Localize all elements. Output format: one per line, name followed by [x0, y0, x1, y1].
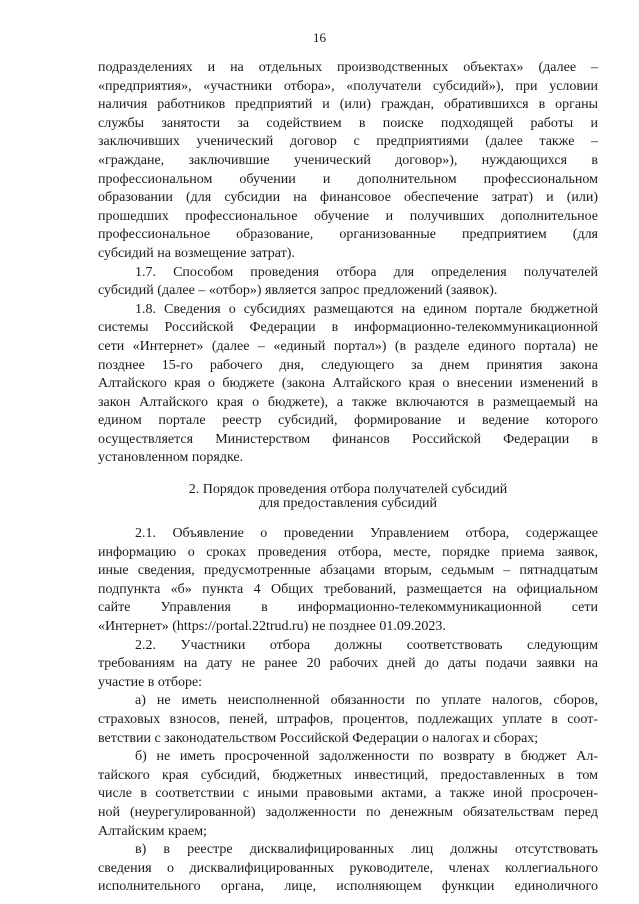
text-line: осуществляется Министерством финансов Российской Федерации в: [98, 431, 598, 447]
text-line: субсидий (далее – «отбор») является запрос предложений (заявок).: [98, 283, 498, 299]
text-line: образовании (для субсидии на финансовое обеспечение затрат) и (или): [98, 190, 598, 206]
text-line: иные сведения, предусмотренные абзацами вторым, седьмым – пятнадцатым: [98, 563, 598, 579]
paragraph-2-2: [98, 637, 598, 693]
text-line: Алтайским краем;: [98, 823, 207, 839]
text-line: 1.8. Сведения о субсидиях размещаются на едином портале бюджетной: [135, 301, 598, 317]
section-spacer: [98, 511, 598, 525]
text-line: информацию о сроках проведения отбора, месте, порядке приема заявок,: [98, 544, 598, 560]
list-item-b: [98, 748, 598, 841]
text-line: сведения о дисквалифицированных руководителе, членах коллегиального: [98, 860, 598, 876]
page-number: 16: [313, 30, 326, 45]
text-line: ной (неурегулированной) задолженности по денежным обязательствам перед: [98, 804, 598, 820]
text-line: прошедших профессиональное обучение и получивших дополнительное: [98, 208, 598, 224]
text-line: сайте Управления в информационно-телекоммуникационной сети: [98, 600, 598, 616]
text-line: подразделениях и на отдельных производственных объектах» (далее –: [98, 60, 598, 75]
text-line: числе в соответствии с иными правовыми актами, а также иной просрочен-: [98, 786, 598, 802]
document-body: [98, 59, 598, 897]
text-line: заключивших ученический договор с предприятиями (далее также –: [98, 134, 598, 150]
paragraph-1-6-continuation: [98, 59, 598, 264]
text-line: едином портале реестр субсидий, формирование и ведение которого: [98, 413, 598, 429]
text-line: «Интернет» (https://portal.22trud.ru) не позднее 01.09.2023.: [98, 619, 446, 635]
text-line: службы занятости за содействием в поиске подходящей работы и: [98, 115, 598, 131]
text-line: 2.1. Объявление о проведении Управлением отбора, содержащее: [135, 526, 598, 542]
heading-line: 2. Порядок проведения отбора получателей субсидий: [188, 483, 508, 498]
text-line: страховых взносов, пеней, штрафов, процентов, подлежащих уплате в соот-: [98, 712, 598, 727]
text-line: исполнительного органа, лице, исполняющем функции единоличного: [98, 879, 598, 895]
text-line: системы Российской Федерации в информационно-телекоммуникационной: [98, 320, 598, 336]
text-line: установленном порядке.: [98, 450, 244, 466]
text-line: субсидий на возмещение затрат).: [98, 245, 295, 261]
text-line: профессиональном обучении и дополнительном профессиональном: [98, 171, 598, 187]
text-line: ветствии с законодательством Российской Федерации о налогах и сборах;: [98, 730, 539, 746]
text-line: 1.7. Способом проведения отбора для определения получателей: [135, 264, 598, 280]
paragraph-1-8: [98, 301, 598, 468]
list-item-v: [98, 841, 598, 897]
text-line: требованиям на дату не ранее 20 рабочих дней до даты подачи заявки на: [98, 656, 598, 672]
text-line: 2.2. Участники отбора должны соответствовать следующим: [135, 637, 598, 653]
text-line: наличия работников предприятий и (или) граждан, обратившихся в органы: [98, 97, 598, 113]
list-item-a: [98, 692, 598, 748]
text-line: «граждане, заключившие ученический договор»), нуждающихся в: [98, 152, 598, 168]
text-line: профессиональное образование, организованные предприятием (для: [98, 227, 598, 243]
text-line: в) в реестре дисквалифицированных лиц должны отсутствовать: [135, 842, 598, 858]
text-line: б) не иметь просроченной задолженности по возврату в бюджет Ал-: [135, 749, 598, 765]
text-line: Алтайского края о бюджете (закона Алтайского края о внесении изменений в: [98, 376, 598, 392]
text-line: тайского края субсидий, бюджетных инвестиций, предоставленных в том: [98, 767, 598, 783]
text-line: подпункта «б» пункта 4 Общих требований, размещается на официальном: [98, 581, 598, 597]
paragraph-2-1: [98, 525, 598, 637]
text-line: а) не иметь неисполненной обязанности по уплате налогов, сборов,: [135, 693, 598, 709]
text-line: участие в отборе:: [98, 674, 203, 690]
paragraph-1-7: [98, 264, 598, 301]
section-2-heading: [98, 483, 598, 511]
text-line: «предприятия», «участники отбора», «получатели субсидий»), при условии: [98, 78, 598, 94]
text-line: сети «Интернет» (далее – «единый портал») (в разделе единого портала) не: [98, 338, 598, 354]
text-line: закон Алтайского края о бюджете), а также включаются в размещаемый на: [98, 394, 598, 410]
heading-line: для предоставления субсидий: [258, 497, 438, 512]
text-line: позднее 15-го рабочего дня, следующего за днем принятия закона: [98, 357, 598, 373]
section-spacer: [98, 468, 598, 483]
